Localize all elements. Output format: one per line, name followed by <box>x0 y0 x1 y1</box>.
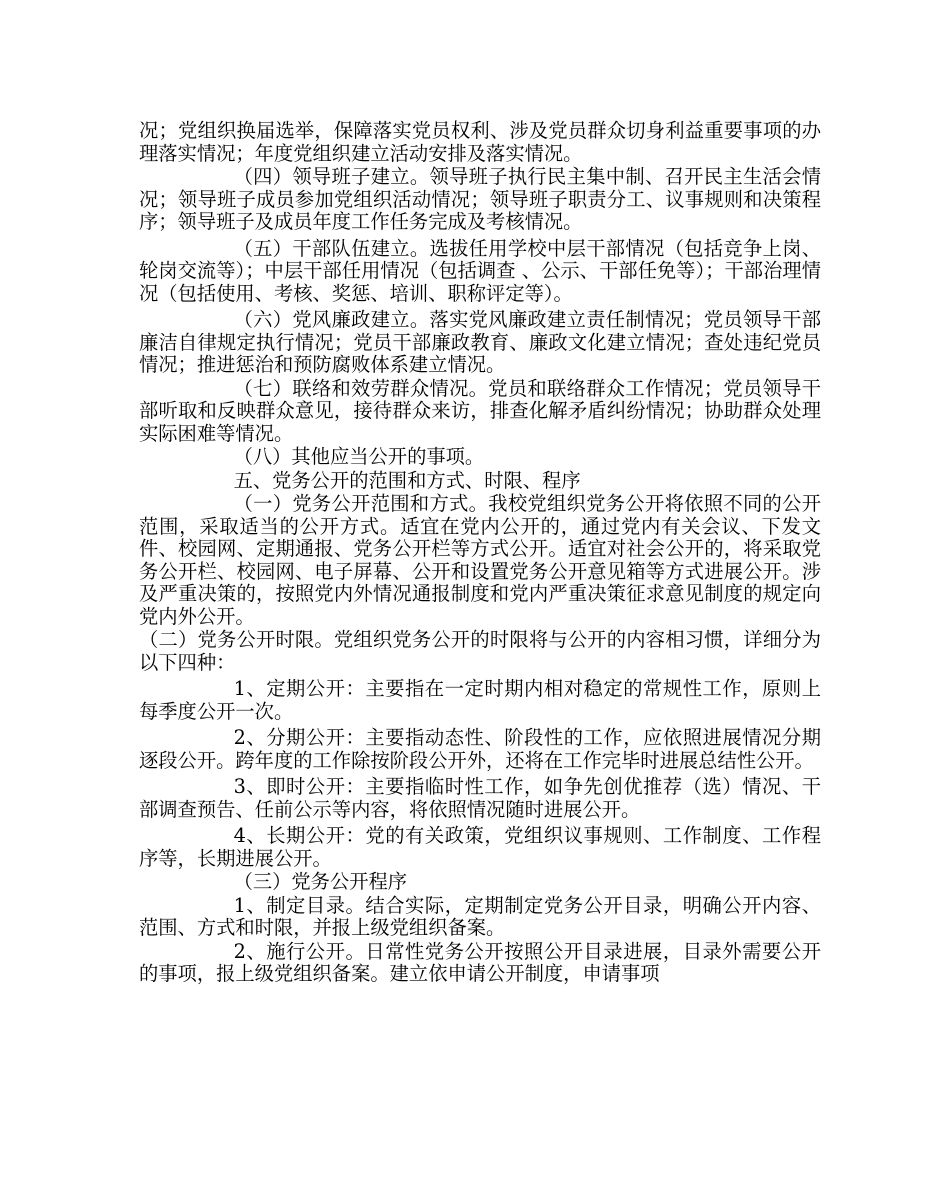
paragraph-immediate-disclosure: 3、即时公开：主要指临时性工作，如争先创优推荐（选）情况、干部调查预告、任前公示等内容，将依照情况随时进展公开。 <box>139 775 821 821</box>
paragraph-make-catalog: 1、制定目录。结合实际，定期制定党务公开目录，明确公开内容、范围、方式和时限，并报上级党组织备案。 <box>139 893 821 939</box>
paragraph-time-limits: （二）党务公开时限。党组织党务公开的时限将与公开的内容相习惯，详细分为以下四种： <box>139 628 821 674</box>
paragraph-implement-disclosure: 2、施行公开。日常性党务公开按照公开目录进展，目录外需要公开的事项，报上级党组织备案。建立依申请公开制度，申请事项 <box>139 939 821 985</box>
paragraph-periodic-disclosure: 1、定期公开：主要指在一定时期内相对稳定的常规性工作，原则上每季度公开一次。 <box>139 677 821 723</box>
section-heading-scope-methods: 五、党务公开的范围和方式、时限、程序 <box>233 468 581 492</box>
paragraph-leadership-building: （四）领导班子建立。领导班子执行民主集中制、召开民主生活会情况；领导班子成员参加党组织活动情况；领导班子职责分工、议事规则和决策程序；领导班子及成员年度工作任务完成及考核情况。 <box>139 165 821 233</box>
document-page <box>139 120 821 987</box>
paragraph-scope-and-methods: （一）党务公开范围和方式。我校党组织党务公开将依照不同的公开范围，采取适当的公开方式。适宜在党内公开的，通过党内有关会议、下发文件、校园网、定期通报、党务公开栏等方式公开。适宜对社会公开的，将采取党务公开栏、校园网、电子屏幕、公开和设置党务公开意见箱等方式进展公开。涉及严重决策的，按照党内外情况通报制度和党内严重决策征求意见制度的规定向党内外公开。 <box>139 492 821 628</box>
paragraph-long-term-disclosure: 4、长期公开：党的有关政策，党组织议事规则、工作制度、工作程序等，长期进展公开。 <box>139 824 821 870</box>
paragraph-mass-contact: （七）联络和效劳群众情况。党员和联络群众工作情况；党员领导干部听取和反映群众意见，接待群众来访，排查化解矛盾纠纷情况；协助群众处理实际困难等情况。 <box>139 376 821 445</box>
paragraph-party-election: 况；党组织换届选举，保障落实党员权利、涉及党员群众切身利益重要事项的办理落实情况；年度党组织建立活动安排及落实情况。 <box>139 119 821 165</box>
paragraph-clean-governance: （六）党风廉政建立。落实党风廉政建立责任制情况；党员领导干部廉洁自律规定执行情况；党员干部廉政教育、廉政文化建立情况；查处违纪党员情况；推进惩治和预防腐败体系建立情况。 <box>139 308 821 376</box>
paragraph-staged-disclosure: 2、分期公开：主要指动态性、阶段性的工作，应依照进展情况分期逐段公开。跨年度的工作除按阶段公开外，还将在工作完毕时进展总结性公开。 <box>139 726 821 772</box>
subheading-procedure: （三）党务公开程序 <box>233 870 408 893</box>
paragraph-cadre-team-building: （五）干部队伍建立。选拔任用学校中层干部情况（包括竞争上岗、轮岗交流等）；中层干部任用情况（包括调查 、公示、干部任免等）；干部治理情况（包括使用、考核、奖惩、培训、职称评定等）。 <box>139 236 821 305</box>
paragraph-other-items: （八）其他应当公开的事项。 <box>233 445 485 468</box>
